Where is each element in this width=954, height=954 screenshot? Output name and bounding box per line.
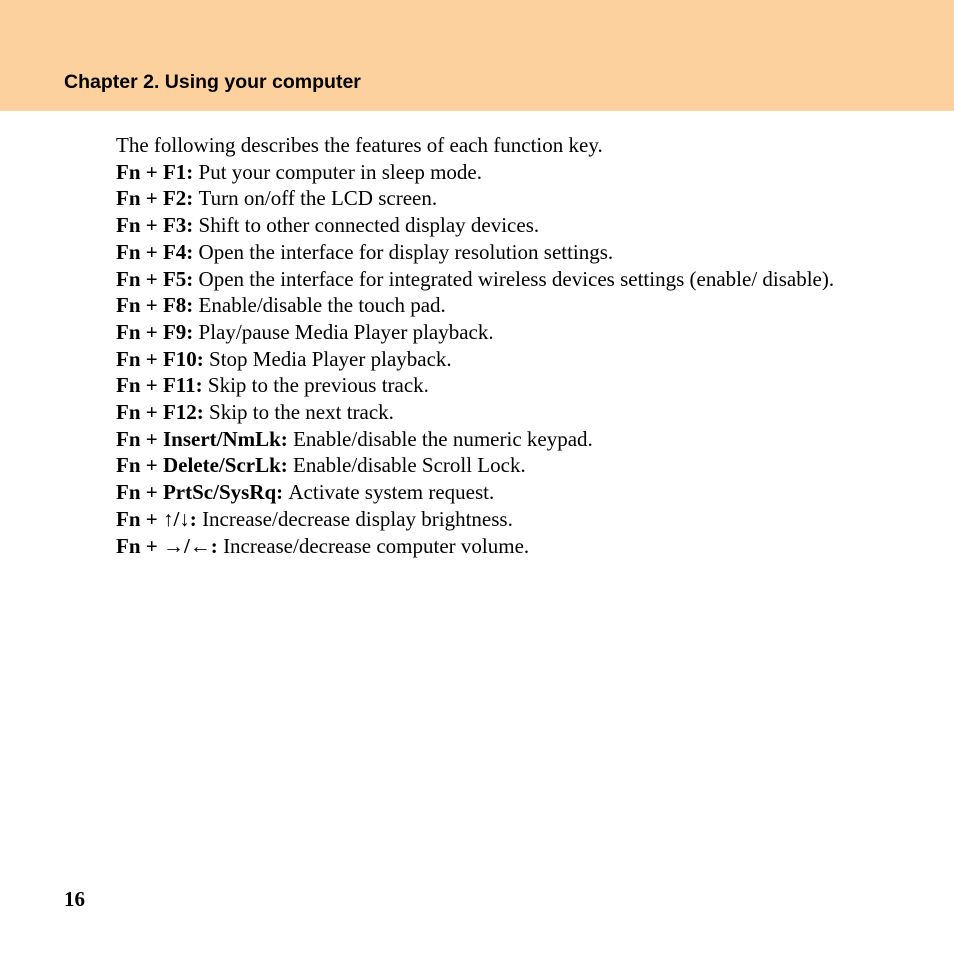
page-number: 16 bbox=[64, 887, 85, 911]
list-item-fn-delete bbox=[116, 452, 876, 479]
key-name: Fn + Delete/ScrLk: bbox=[116, 453, 294, 478]
list-item-fn-right-left bbox=[116, 533, 876, 560]
key-description: Increase/decrease display brightness. bbox=[202, 506, 513, 531]
header-band bbox=[0, 0, 954, 111]
key-description: Open the interface for integrated wireless devices settings (enable/ disable). bbox=[198, 266, 835, 291]
key-name: Fn + Insert/NmLk: bbox=[116, 426, 294, 451]
key-description: Turn on/off the LCD screen. bbox=[198, 186, 438, 211]
key-name: Fn + F2: bbox=[116, 186, 199, 211]
key-name: Fn + F5: bbox=[116, 266, 199, 291]
key-description: Enable/disable Scroll Lock. bbox=[293, 453, 526, 478]
key-name: Fn + F12: bbox=[116, 400, 210, 425]
key-name: Fn + →/←: bbox=[116, 533, 224, 558]
list-item-fn-f1 bbox=[116, 159, 876, 186]
list-item-fn-up-down bbox=[116, 506, 876, 533]
list-item-fn-f3 bbox=[116, 212, 876, 239]
key-description: Open the interface for display resolution settings. bbox=[198, 239, 614, 264]
intro-text: The following describes the features of each function key. bbox=[116, 133, 603, 157]
key-description: Increase/decrease computer volume. bbox=[223, 533, 530, 558]
key-description: Play/pause Media Player playback. bbox=[198, 319, 494, 344]
list-item-fn-f5 bbox=[116, 266, 876, 293]
key-name: Fn + F11: bbox=[116, 373, 208, 398]
key-description: Skip to the previous track. bbox=[207, 373, 429, 398]
key-description: Shift to other connected display devices. bbox=[198, 213, 540, 238]
key-name: Fn + PrtSc/SysRq: bbox=[116, 480, 289, 505]
key-description: Skip to the next track. bbox=[209, 400, 394, 425]
list-item-fn-f10 bbox=[116, 346, 876, 373]
list-item-fn-insert bbox=[116, 426, 876, 453]
content-body bbox=[116, 132, 876, 559]
key-name: Fn + F3: bbox=[116, 213, 199, 238]
list-item-fn-f2 bbox=[116, 185, 876, 212]
list-item-fn-f11 bbox=[116, 372, 876, 399]
key-description: Activate system request. bbox=[288, 480, 495, 505]
list-item-fn-f4 bbox=[116, 239, 876, 266]
list-item-fn-f9 bbox=[116, 319, 876, 346]
key-name: Fn + F9: bbox=[116, 319, 199, 344]
key-name: Fn + F4: bbox=[116, 239, 199, 264]
key-description: Enable/disable the touch pad. bbox=[198, 293, 446, 318]
list-item-fn-f8 bbox=[116, 292, 876, 319]
key-description: Enable/disable the numeric keypad. bbox=[293, 426, 593, 451]
list-item-fn-prtsc bbox=[116, 479, 876, 506]
key-description: Stop Media Player playback. bbox=[209, 346, 452, 371]
list-item-fn-f12 bbox=[116, 399, 876, 426]
key-name: Fn + F8: bbox=[116, 293, 199, 318]
chapter-title: Chapter 2. Using your computer bbox=[64, 71, 361, 93]
function-key-list bbox=[116, 159, 876, 560]
key-description: Put your computer in sleep mode. bbox=[198, 159, 482, 184]
key-name: Fn + ↑/↓: bbox=[116, 506, 203, 531]
key-name: Fn + F10: bbox=[116, 346, 210, 371]
key-name: Fn + F1: bbox=[116, 159, 199, 184]
